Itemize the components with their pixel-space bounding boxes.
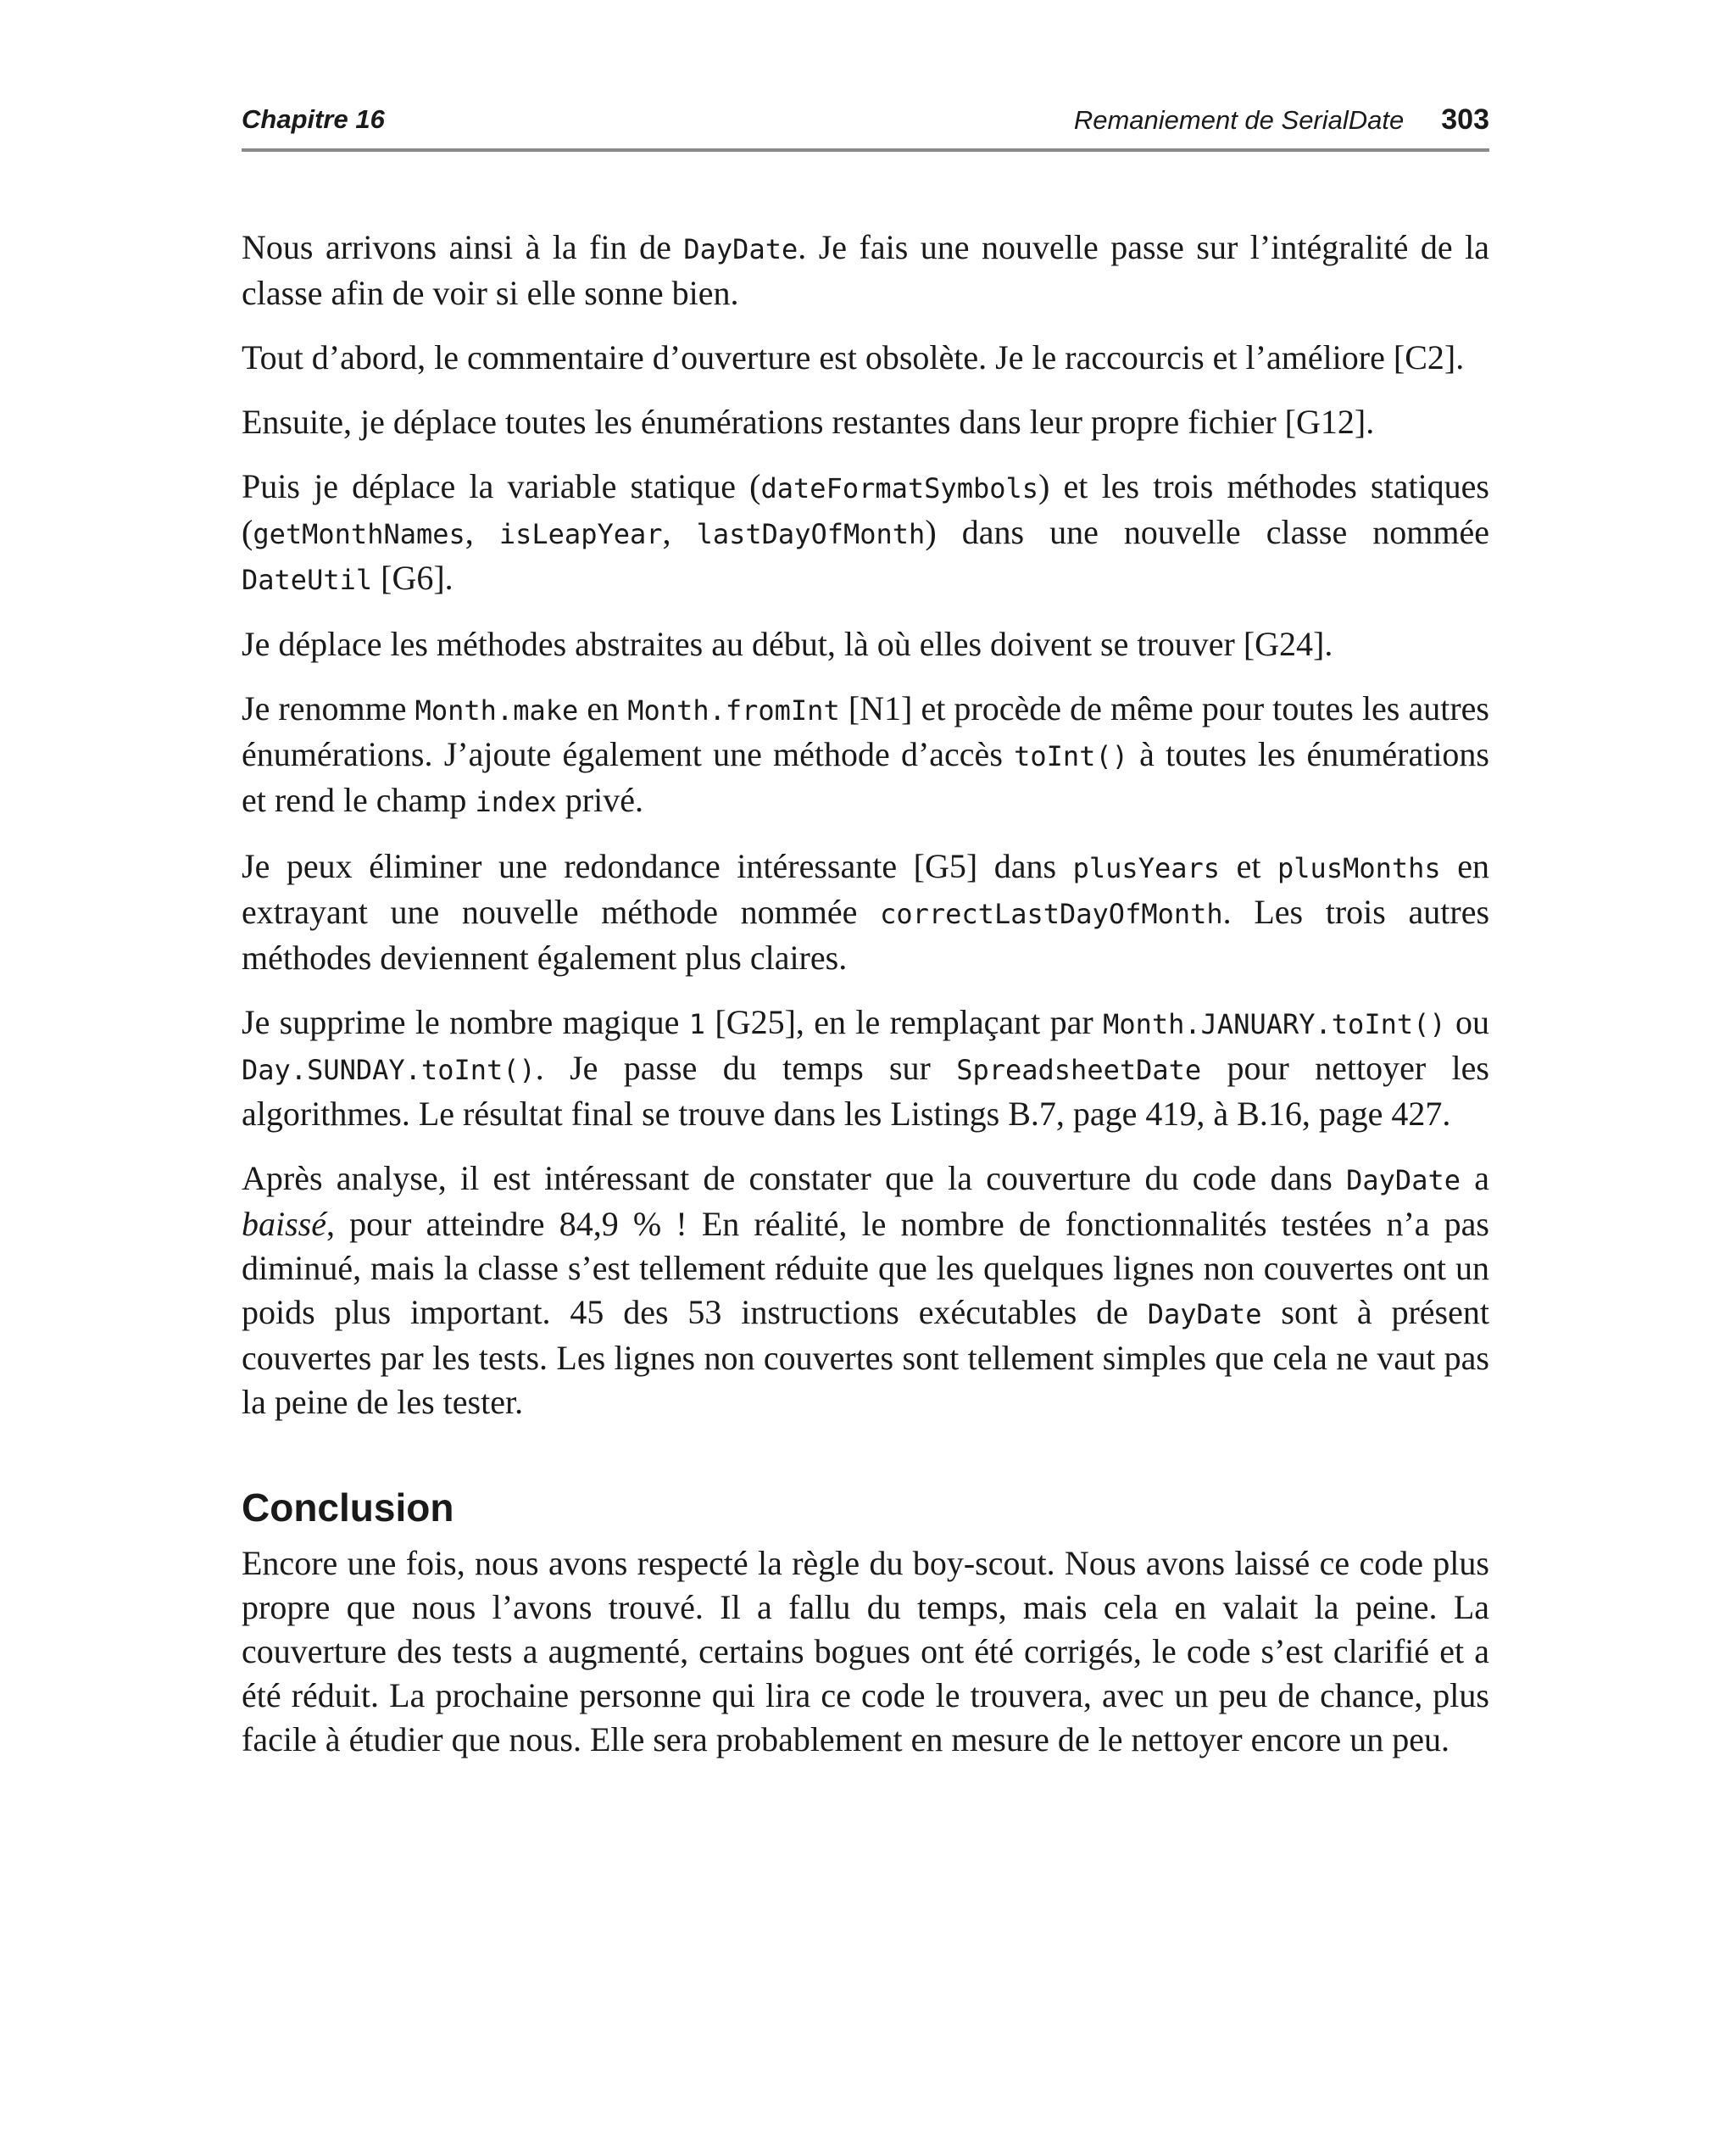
code-month-fromint: Month.fromInt [627, 694, 840, 727]
text-run: ) et les trois méthodes statiques ( [242, 467, 1489, 551]
text-run: Après analyse, il est intéressant de constater que la couverture du code dans [242, 1159, 1347, 1197]
text-run: [N1] et procède de même pour toutes les autres énumérations. J’ajoute également une méthode d’accès [242, 689, 1489, 773]
conclusion-heading: Conclusion [242, 1485, 454, 1530]
text-run: , pour atteindre 84,9 % ! En réalité, le nombre de fonctionnalités testées n’a pas diminué, mais la classe s’est tellement réduite que les quelques lignes non couvertes ont un poids plus important. 45 des 53 instructions exécutables de [242, 1205, 1489, 1331]
code-daydate: DayDate [1346, 1164, 1461, 1196]
code-month-make: Month.make [415, 694, 579, 727]
code-lastdayofmonth: lastDayOfMonth [696, 518, 926, 550]
code-one: 1 [688, 1008, 706, 1040]
text-run: , [465, 513, 499, 551]
text-run: . Les trois autres méthodes deviennent également plus claires. [242, 893, 1490, 977]
text-run: à toutes les énumérations et rend le champ [242, 735, 1489, 819]
text-run: , [662, 513, 697, 551]
paragraph-7 [242, 844, 1489, 980]
code-plusmonths: plusMonths [1277, 852, 1441, 884]
emphasis-baisse: baissé [242, 1205, 326, 1243]
code-plusyears: plusYears [1072, 852, 1221, 884]
code-isleapyear: isLeapYear [498, 518, 663, 550]
text-run: Tout d’abord, le commentaire d’ouverture est obsolète. Je le raccourcis et l’améliore [C2]. [242, 338, 1465, 376]
text-run: Ensuite, je déplace toutes les énumérations restantes dans leur propre fichier [G12]. [242, 403, 1375, 441]
chapter-label: Chapitre 16 [242, 104, 385, 134]
code-dateutil: DateUtil [242, 564, 373, 596]
text-run: en extrayant une nouvelle méthode nommée [242, 847, 1489, 931]
text-run: [G25], en le remplaçant par [705, 1003, 1104, 1041]
text-run: pour nettoyer les algorithmes. Le résultat final se trouve dans les Listings B.7, page 419, à B.16, page 427. [242, 1049, 1489, 1133]
code-index: index [475, 786, 557, 818]
text-run: privé. [556, 781, 643, 819]
paragraph-6 [242, 687, 1489, 824]
paragraph-2 [242, 336, 1489, 380]
text-run: Puis je déplace la variable statique ( [242, 467, 761, 505]
text-run: ) dans une nouvelle classe nommée [925, 513, 1490, 551]
code-getmonthnames: getMonthNames [253, 518, 465, 550]
text-run: sont à présent couvertes par les tests. Les lignes non couvertes sont tellement simples que cela ne vaut pas la peine de les tester. [242, 1293, 1489, 1421]
text-run: [G6]. [372, 559, 453, 597]
code-daydate: DayDate [1147, 1298, 1262, 1330]
text-run: a [1460, 1159, 1489, 1197]
text-run: et [1220, 847, 1278, 885]
code-spreadsheetdate: SpreadsheetDate [956, 1054, 1202, 1086]
text-run: Je peux éliminer une redondance intéressante [G5] dans [242, 847, 1073, 885]
code-dateformatsymbols: dateFormatSymbols [760, 472, 1039, 504]
header-rule [242, 148, 1489, 152]
running-header [242, 100, 1489, 154]
text-run: . Je passe du temps sur [535, 1049, 957, 1087]
text-run: Je renomme [242, 689, 415, 727]
text-run: Je supprime le nombre magique [242, 1003, 689, 1041]
text-run: en [578, 689, 628, 727]
conclusion-paragraph: Encore une fois, nous avons respecté la règle du boy-scout. Nous avons laissé ce code plus propre que nous l’avons trouvé. Il a fallu du temps, mais cela en valait la peine. La couverture des tests a augmenté, certains bogues ont été corrigés, le code s’est clarifié et a été réduit. La prochaine personne qui lira ce code le trouvera, avec un peu de chance, plus facile à étudier que nous. Elle sera probablement en mesure de le nettoyer encore un peu. [242, 1544, 1489, 1758]
text-run: Nous arrivons ainsi à la fin de [242, 228, 684, 266]
code-toint: toInt() [1014, 740, 1128, 772]
paragraph-1 [242, 226, 1489, 315]
paragraph-8 [242, 1000, 1489, 1136]
section-title: Remaniement de SerialDate [1073, 105, 1405, 135]
page-number: 303 [1441, 103, 1489, 136]
text-run: . Je fais une nouvelle passe sur l’intégralité de la classe afin de voir si elle sonne bien. [242, 228, 1490, 312]
code-correctlastdayofmonth: correctLastDayOfMonth [880, 898, 1223, 930]
header-right [1074, 100, 1489, 140]
text-run: ou [1445, 1003, 1489, 1041]
code-day-sunday-toint: Day.SUNDAY.toInt() [242, 1054, 536, 1086]
paragraph-4 [242, 465, 1489, 602]
code-month-january-toint: Month.JANUARY.toInt() [1103, 1008, 1446, 1040]
paragraph-3 [242, 400, 1489, 444]
text-run: Je déplace les méthodes abstraites au début, là où elles doivent se trouver [G24]. [242, 625, 1333, 663]
code-daydate: DayDate [683, 233, 798, 265]
paragraph-5 [242, 622, 1489, 666]
paragraph-9 [242, 1156, 1489, 1424]
body-text [242, 226, 1489, 1782]
